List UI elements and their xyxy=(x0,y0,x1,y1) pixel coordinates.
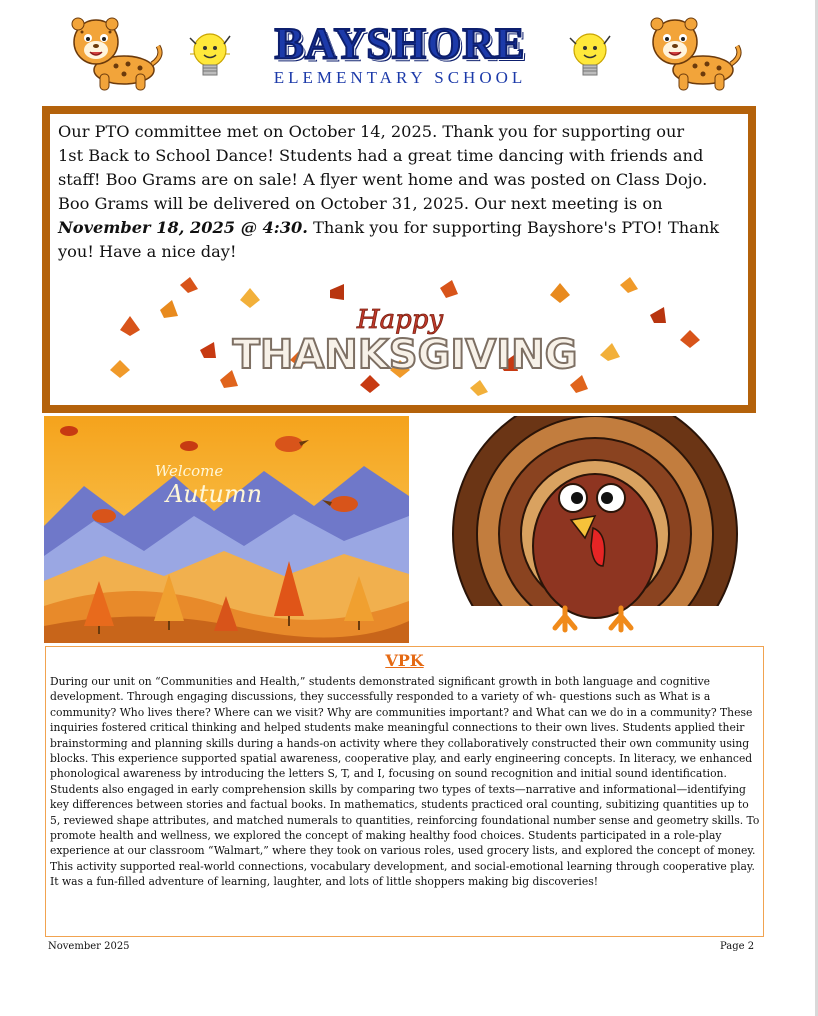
pto-line: 1st Back to School Dance! Students had a great time dancing with friends and xyxy=(58,146,704,165)
meeting-date: November 18, 2025 @ 4:30. xyxy=(58,218,308,237)
page-header xyxy=(0,0,818,100)
vpk-section xyxy=(45,646,764,937)
school-name: BAYSHORE xyxy=(274,19,526,68)
footer-date: November 2025 xyxy=(48,941,130,952)
vpk-body: During our unit on “Communities and Health,” students demonstrated significant growth in both language and cognitive development. Through engaging discussions, they successfully responded to a variety of wh- questions such as What is a community? Who lives there? Where can we visit? Why are communities important? and What can we do in a community? These inquiries fostered critical thinking and helped students make meaningful connections to their own lives. Students applied their brainstorming and planning skills during a hands-on activity where they collaboratively constructed their own community using blocks. This experience supported spatial awareness, cooperative play, and early engineering concepts. In literacy, we enhanced phonological awareness by introducing the letters S, T, and I, focusing on sound recognition and initial sound identification. Students also engaged in early comprehension skills by comparing two types of texts—narrative and informational—identifying key differences between stories and factual books. In mathematics, students practiced oral counting, subitizing quantities up to 5, reviewed shape attributes, and matched numerals to quantities, reinforcing foundational number sense and geometry skills. To promote health and wellness, we explored the concept of making healthy food choices. Students participated in a role-play experience at our classroom “Walmart,” where they took on various roles, used grocery lists, and explored the concept of money. This activity supported real-world connections, vocabulary development, and social-emotional learning through cooperative play. It was a fun-filled adventure of learning, laughter, and lots of little shoppers making big discoveries! xyxy=(50,675,760,889)
pto-line-rest: Thank you for supporting Bayshore's PTO! Thank xyxy=(307,218,720,237)
school-logo xyxy=(255,19,545,87)
pto-line: you! Have a nice day! xyxy=(58,242,237,261)
banner-thanksgiving: THANKSGIVING xyxy=(232,332,578,378)
welcome-text: Welcome xyxy=(154,462,224,480)
jaguar-mascot-icon xyxy=(645,12,745,94)
footer-page-number: Page 2 xyxy=(720,941,755,952)
thanksgiving-banner xyxy=(90,270,710,400)
jaguar-mascot-icon xyxy=(66,12,166,94)
pto-line xyxy=(58,216,748,240)
banner-happy: Happy xyxy=(356,305,444,335)
pto-line: Our PTO committee met on October 14, 2025. Thank you for supporting our xyxy=(58,122,685,141)
autumn-text: Autumn xyxy=(165,480,263,508)
lightbulb-mascot-icon xyxy=(568,28,612,88)
pto-line: Boo Grams will be delivered on October 31, 2025. Our next meeting is on xyxy=(58,194,663,213)
pto-announcement-box xyxy=(42,106,756,413)
vpk-title: VPK xyxy=(385,651,424,670)
autumn-illustration xyxy=(44,416,409,643)
pto-text xyxy=(58,120,748,264)
lightbulb-mascot-icon xyxy=(188,28,232,88)
pto-line: staff! Boo Grams are on sale! A flyer went home and was posted on Class Dojo. xyxy=(58,170,708,189)
school-subtitle: ELEMENTARY SCHOOL xyxy=(273,68,527,87)
turkey-illustration xyxy=(425,416,763,643)
